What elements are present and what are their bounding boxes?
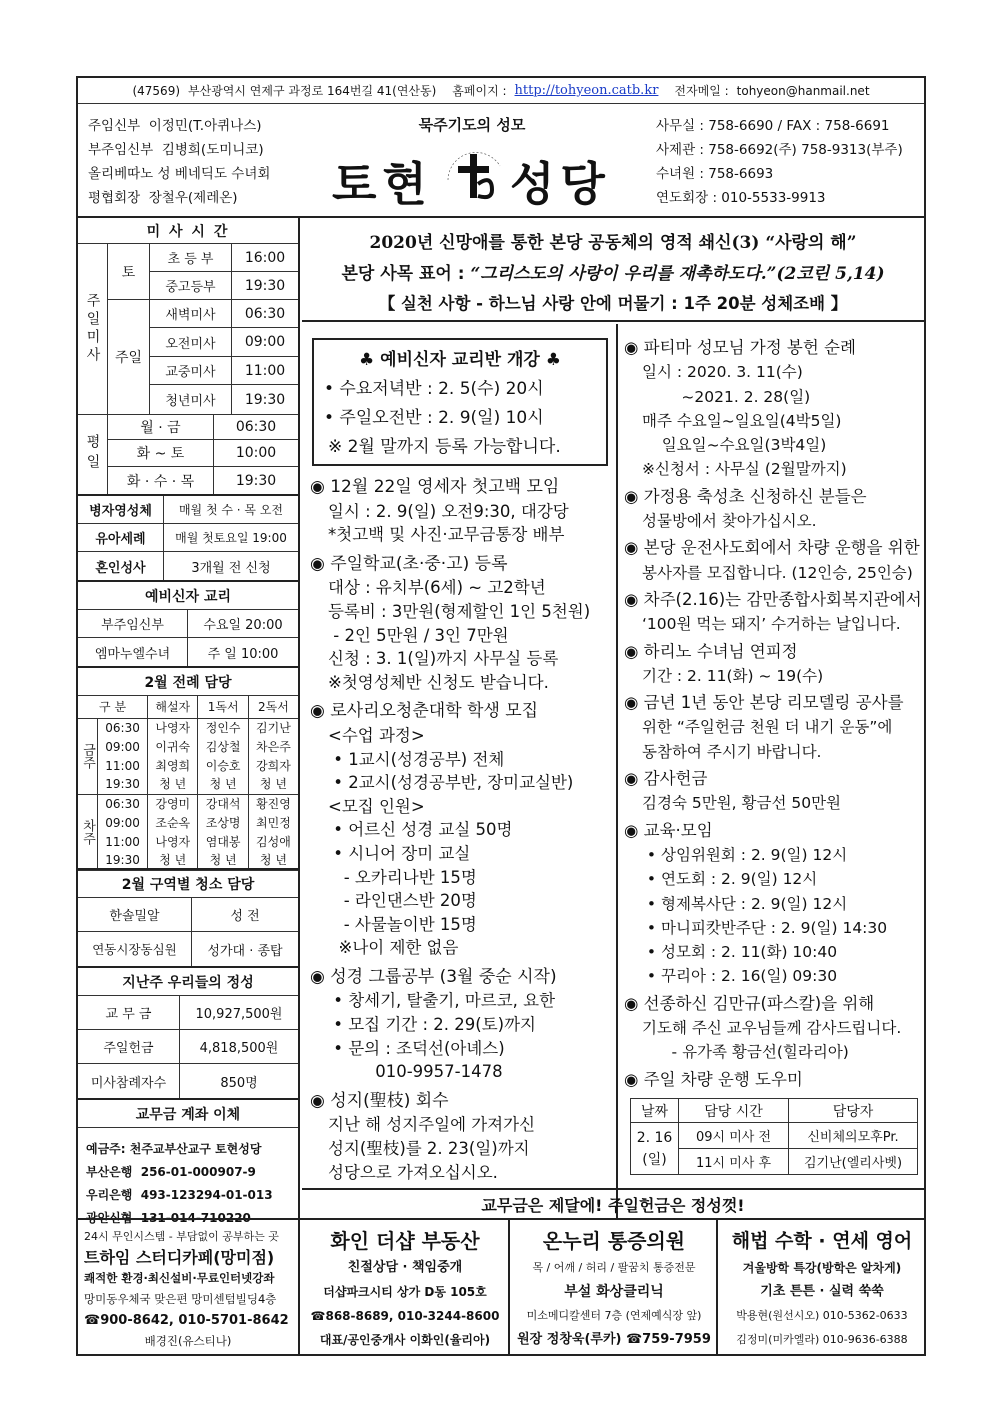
liturgy-person: 나영자 [148, 832, 198, 851]
notice-line: 매주 수요일~일요일(4박5일) [642, 411, 842, 430]
box-line: ※ 2월 말까지 등록 가능합니다. [328, 437, 561, 457]
liturgy-title: 2월 전례 담당 [78, 668, 298, 696]
notice-line: • 꾸리아 : 2. 16(일) 09:30 [642, 967, 838, 986]
notice-line: 성물방에서 찾아가십시오. [642, 512, 817, 531]
liturgy-header: 해설자 [148, 696, 198, 718]
driver-time: 11시 미사 후 [679, 1149, 789, 1175]
staff-row [88, 138, 318, 162]
email-label: 전자메일 : [674, 84, 729, 98]
liturgy-person: 청 년 [148, 851, 198, 870]
liturgy-person: 이승호 [198, 756, 248, 775]
staff-role: 주임신부 [88, 118, 141, 134]
staff-role: 올리베따노 성 베네딕도 수녀회 [88, 166, 271, 182]
sun-label: 주일 [108, 300, 150, 414]
liturgy-time: 09:00 [98, 737, 148, 756]
notice-title: ◉ 주일 차량 운행 도우미 [624, 1069, 803, 1089]
notice-block [624, 1068, 924, 1092]
cleaning-area: 한솔밀알 [78, 898, 192, 932]
catechumen-who: 부주임신부 [78, 610, 188, 638]
liturgy-person: 강영미 [148, 794, 198, 813]
bank-name: 부산은행 [86, 1165, 133, 1179]
notice-line: 신청 : 3. 1(일)까지 사무실 등록 [328, 649, 559, 669]
notice-line: • 마니피캇반주단 : 2. 9(일) 14:30 [642, 918, 888, 937]
notice-line: 봉사자를 모집합니다. (12인승, 25인승) [642, 563, 913, 582]
contact-line: 사제관 : 758-6692(주) 758-9313(부주) [656, 142, 903, 158]
catechumen-title: 예비신자 교리 [78, 582, 298, 610]
mass-title: 미 사 시 간 [78, 218, 298, 244]
liturgy-time: 19:30 [98, 851, 148, 870]
liturgy-time: 06:30 [98, 718, 148, 737]
notice-block [310, 476, 614, 547]
right-notices [624, 336, 924, 1095]
notice-title: ◉ 선종하신 김만규(파스칼)을 위해 [624, 993, 875, 1013]
ad-line: 쾌적한 환경·최신설비·무료인터넷강좌 [84, 1271, 275, 1285]
notice-line: <수업 과정> [328, 725, 425, 745]
liturgy-time: 09:00 [98, 813, 148, 832]
offering-value: 4,818,500원 [180, 1030, 298, 1064]
contact-line: 연도회장 : 010-5533-9913 [656, 190, 826, 206]
banner-line1: 2020년 신망애를 통한 본당 공동체의 영적 쇄신(3) “사랑의 해” [369, 233, 857, 253]
zip-code: (47569) [132, 83, 181, 98]
mid-column [302, 324, 618, 1218]
liturgy-person: 청 년 [198, 851, 248, 870]
service-value: 3개월 전 신청 [191, 560, 271, 576]
service-name: 혼인성사 [78, 552, 164, 580]
homepage-label: 홈페이지 : [452, 84, 507, 98]
weekday-time: 06:30 [214, 414, 298, 440]
cleaning-place: 성가대 · 종탑 [207, 943, 283, 959]
offering-name: 주일헌금 [78, 1030, 180, 1064]
liturgy-table [78, 696, 298, 871]
ad-line: 겨울방학 특강(방학은 알차게) [742, 1261, 902, 1275]
notice-line: <모집 인원> [328, 796, 425, 816]
notice-title: ◉ 교육·모임 [624, 820, 713, 840]
ad-real-estate [302, 1220, 510, 1354]
ad-line: 목 / 어깨 / 허리 / 팔꿈치 통증전문 [532, 1261, 696, 1274]
mid-notices [310, 476, 614, 1190]
driver-date: 2. 16 (일) [631, 1123, 679, 1175]
notice-line: 등록비 : 3만원(형제할인 1인 5천원) [328, 601, 591, 621]
notice-line: • 형제복사단 : 2. 9(일) 12시 [642, 894, 848, 913]
catechumen-when: 수요일 20:00 [188, 610, 298, 638]
parish-name-left: 토현 [332, 157, 433, 211]
cleaning-title: 2월 구역별 청소 담당 [78, 870, 298, 898]
notice-line: 일시 : 2020. 3. 11(수) [642, 363, 803, 382]
liturgy-person: 황진영 [248, 794, 298, 813]
driver-person: 신비체의모후Pr. [789, 1123, 918, 1149]
liturgy-person: 강희자 [248, 756, 298, 775]
staff-list [88, 114, 318, 210]
bank-holder: 예금주: 천주교부산교구 토현성당 [86, 1142, 262, 1156]
ad-study-cafe [78, 1220, 300, 1354]
liturgy-person: 김성애 [248, 832, 298, 851]
service-name: 병자영성체 [78, 496, 164, 524]
weekday-time: 19:30 [235, 472, 277, 489]
driver-person: 김기난(엘리사벳) [789, 1149, 918, 1175]
notice-block [310, 700, 614, 960]
service-value: 매월 첫토요일 19:00 [164, 524, 298, 552]
notice-line: - 사물놀이반 15명 [328, 914, 477, 934]
notice-line: 일요일~수요일(3박4일) [642, 436, 827, 455]
notice-line: • 상임위원회 : 2. 9(일) 12시 [642, 845, 848, 864]
mass-name: 새벽미사 [150, 300, 232, 328]
account-number: 131-014-710220 [140, 1211, 251, 1225]
church-logo-icon [434, 136, 514, 216]
box-line: • 수요저녁반 : 2. 5(수) 20시 [324, 379, 544, 399]
notice-line: *첫고백 및 사진·교무금통장 배부 [328, 525, 565, 545]
liturgy-time: 19:30 [98, 775, 148, 794]
mass-name: 오전미사 [150, 328, 232, 357]
notice-line: • 창세기, 탈출기, 마르코, 요한 [328, 991, 556, 1011]
parish-subtitle: 묵주기도의 성모 [418, 116, 526, 134]
notice-title: ◉ 성지(聖枝) 회수 [310, 1090, 449, 1111]
catechumen-when: 주 일 10:00 [207, 646, 279, 662]
notice-line: ※첫영성체반 신청도 받습니다. [328, 672, 549, 692]
ad-line: 24시 무인시스템 - 부담없이 공부하는 곳 [84, 1230, 279, 1243]
notice-line: 김경숙 5만원, 황금선 50만원 [642, 794, 842, 813]
notice-block [310, 553, 614, 695]
notice-line: • 성모회 : 2. 11(화) 10:40 [642, 943, 838, 962]
cleaning-place: 성 전 [192, 898, 298, 932]
notice-line: • 1교시(성경공부) 전체 [328, 749, 505, 769]
liturgy-grid [78, 696, 298, 871]
account-number: 493-123294-01-013 [140, 1188, 273, 1202]
liturgy-person: 최영희 [148, 756, 198, 775]
notice-line: • 문의 : 조덕선(아녜스) [328, 1038, 505, 1058]
liturgy-time: 11:00 [98, 756, 148, 775]
driver-time: 09시 미사 전 [679, 1123, 789, 1149]
staff-role: 부주임신부 [88, 142, 154, 158]
liturgy-person: 조상명 [198, 813, 248, 832]
notice-line: 성지(聖枝)를 2. 23(일)까지 [328, 1139, 530, 1159]
service-value: 매월 첫 수 · 목 오전 [164, 496, 298, 524]
notice-title: ◉ 주일학교(초·중·고) 등록 [310, 553, 508, 574]
notice-line: 대상 : 유치부(6세) ~ 고2학년 [328, 578, 546, 598]
notice-title: ◉ 성경 그룹공부 (3월 중순 시작) [310, 966, 557, 987]
liturgy-person: 차은주 [248, 737, 298, 756]
ad-phone: ☎868-8689, 010-3244-8600 [310, 1309, 500, 1323]
sunday-mass-label: 주일미사 [78, 244, 108, 414]
notice-line: 지난 해 성지주일에 가져가신 [328, 1115, 536, 1135]
left-sidebar [78, 218, 300, 1225]
liturgy-person: 최민정 [248, 813, 298, 832]
staff-name: 장철우(제레온) [148, 190, 238, 206]
notice-line: 동참하여 주시기 바랍니다. [642, 742, 822, 761]
ad-line: 배경진(유스티나) [144, 1334, 232, 1348]
address: 부산광역시 연제구 과정로 164번길 41(연산동) [188, 84, 437, 98]
notice-line: ※나이 제한 없음 [328, 938, 459, 958]
weekday-day: 화 ~ 토 [108, 440, 214, 467]
weekday-time: 10:00 [214, 440, 298, 467]
ad-headline: 해법 수학 · 연세 영어 [731, 1230, 913, 1252]
bulletin-page [76, 76, 926, 1356]
mass-name: 중고등부 [150, 272, 232, 300]
ad-line: 대표/공인중개사 이화인(율리아) [319, 1333, 491, 1347]
bank-account [86, 1161, 296, 1184]
liturgy-header: 1독서 [198, 696, 248, 718]
notice-line: ※신청서 : 사무실 (2월말까지) [642, 460, 847, 479]
staff-name: 이정민(T.아퀴나스) [148, 118, 262, 134]
notice-line: ~2021. 2. 28(일) [642, 387, 811, 406]
notice-line: 성당으로 가져오십시오. [328, 1162, 498, 1182]
notice-line: • 연도회 : 2. 9(일) 12시 [642, 870, 818, 889]
ad-headline: 트하임 스터디카페(망미점) [84, 1248, 275, 1267]
notice-line: • 시니어 장미 교실 [328, 843, 471, 863]
notice-title: ◉ 본당 운전사도회에서 차량 운행을 위한 [624, 538, 920, 558]
offering-value: 10,927,500원 [180, 996, 298, 1030]
liturgy-person: 이귀숙 [148, 737, 198, 756]
catechumen-who: 엠마누엘수녀 [78, 638, 188, 666]
weekday-day: 월 · 금 [108, 414, 214, 440]
notice-block [624, 536, 924, 585]
ad-line: 기초 튼튼 · 실력 쑥쑥 [760, 1284, 884, 1299]
contact-line: 사무실 : 758-6690 / FAX : 758-6691 [656, 118, 890, 134]
ad-clinic [512, 1220, 718, 1354]
liturgy-time: 11:00 [98, 832, 148, 851]
mass-time: 11:00 [232, 357, 298, 385]
notice-title: ◉ 하리노 수녀님 연피정 [624, 641, 798, 661]
mass-name: 청년미사 [150, 385, 232, 414]
staff-role: 평협회장 [88, 190, 141, 206]
notice-line: ‘100원 먹는 돼지’ 수거하는 날입니다. [642, 615, 901, 634]
mass-time: 06:30 [232, 300, 298, 328]
liturgy-person: 나영자 [148, 718, 198, 737]
mass-name: 교중미사 [150, 357, 232, 385]
ad-line: 더샵파크시티 상가 D동 105호 [323, 1285, 487, 1299]
contact-line: 수녀원 : 758-6693 [656, 166, 774, 182]
liturgy-person: 청 년 [148, 775, 198, 794]
liturgy-person: 김상철 [198, 737, 248, 756]
notice-block [310, 966, 614, 1084]
contact-list [656, 114, 922, 210]
liturgy-person: 조순옥 [148, 813, 198, 832]
liturgy-person: 염대봉 [198, 832, 248, 851]
staff-row [88, 114, 318, 138]
ad-headline: 온누리 통증의원 [542, 1229, 686, 1253]
driver-header: 담당자 [789, 1099, 918, 1123]
banner-line2 [302, 259, 924, 284]
offering-title: 지난주 우리들의 정성 [78, 968, 298, 996]
ad-line: 친절상담 · 책임중개 [347, 1260, 463, 1275]
right-column [620, 324, 924, 1218]
staff-name: 김병희(도미니코) [161, 142, 264, 158]
liturgy-person: 정인수 [198, 718, 248, 737]
notice-block [624, 691, 924, 764]
ad-academy [720, 1220, 924, 1354]
notice-block [624, 588, 924, 637]
ad-phone: 박용현(원선시오) 010-5362-0633 [736, 1309, 908, 1322]
weekday-label: 평일 [78, 414, 108, 494]
notice-line: - 오카리나반 15명 [328, 867, 477, 887]
driver-table [630, 1098, 918, 1175]
account-number: 256-01-000907-9 [140, 1165, 256, 1179]
banner-line3: 【 실천 사항 - 하느님 사랑 안에 머물기 : 1주 20분 성체조배 】 [378, 294, 848, 313]
bank-account [86, 1184, 296, 1207]
address-bar [78, 78, 924, 104]
liturgy-person: 청 년 [248, 775, 298, 794]
ad-line: 망미동우체국 맞은편 망미센텀빌딩4층 [84, 1292, 277, 1306]
notice-line: 기도해 주신 교우님들께 감사드립니다. [642, 1019, 902, 1038]
notice-title: ◉ 차주(2.16)는 감만종합사회복지관에서 [624, 589, 922, 609]
ad-phone: 김정미(미카엘라) 010-9636-6388 [736, 1333, 908, 1346]
banner-motto: “그리스도의 사랑이 우리를 재촉하도다.”(2코린 5,14) [470, 264, 885, 284]
notice-line: - 2인 5만원 / 3인 7만원 [328, 625, 509, 645]
mass-time: 19:30 [244, 391, 286, 408]
notice-block [624, 640, 924, 689]
banner-motto-label: 본당 사목 표어 : [341, 264, 465, 284]
notice-line: • 2교시(성경공부반, 장미교실반) [328, 773, 574, 793]
liturgy-week-label: 차주 [78, 794, 98, 870]
notice-title: ◉ 감사헌금 [624, 769, 708, 789]
email: tohyeon@hanmail.net [736, 83, 870, 98]
notice-title: ◉ 파티마 성모님 가정 봉헌 순례 [624, 338, 856, 357]
cleaning-area: 연동시장동심원 [78, 932, 192, 966]
slogan: 교무금은 제달에! 주일헌금은 정성껏! [302, 1188, 924, 1218]
driver-header: 날짜 [631, 1099, 679, 1123]
bank-details [86, 1138, 296, 1230]
driver-header: 담당 시간 [679, 1099, 789, 1123]
mass-time: 19:30 [232, 272, 298, 300]
ad-line: 부설 화상클리닉 [564, 1284, 664, 1300]
notice-title: ◉ 금년 1년 동안 본당 리모델링 공사를 [624, 693, 904, 713]
catechumen-box [312, 338, 608, 466]
notice-block [624, 819, 924, 989]
offering-name: 미사참례자수 [78, 1064, 180, 1098]
offering-value: 850명 [220, 1075, 258, 1091]
notice-line: • 모집 기간 : 2. 29(토)까지 [328, 1015, 536, 1035]
service-name: 유아세례 [78, 524, 164, 552]
ad-phone: ☎900-8642, 010-5701-8642 [84, 1313, 289, 1328]
sat-label: 토 [108, 244, 150, 300]
notice-line: - 라인댄스반 20명 [328, 891, 477, 911]
liturgy-person: 청 년 [248, 851, 298, 870]
notice-line: 일시 : 2. 9(일) 오전9:30, 대강당 [328, 501, 569, 521]
staff-row [88, 162, 318, 186]
mass-time: 09:00 [232, 328, 298, 357]
theme-banner [302, 218, 924, 322]
bank-name: 광안신협 [86, 1211, 133, 1225]
liturgy-person: 강대석 [198, 794, 248, 813]
notice-line: 위한 “주일헌금 천원 더 내기 운동”에 [642, 718, 893, 737]
notice-title: ◉ 가정용 축성초 신청하신 분들은 [624, 486, 867, 506]
box-line: • 주일오전반 : 2. 9(일) 10시 [324, 408, 544, 428]
bank-title: 교무금 계좌 이체 [78, 1100, 298, 1128]
ad-line: 미소메디칼센터 7층 (연제예식장 앞) [526, 1309, 702, 1322]
notice-line: 기간 : 2. 11(화) ~ 19(수) [642, 666, 824, 685]
liturgy-person: 청 년 [198, 775, 248, 794]
notice-line: 010-9957-1478 [328, 1062, 503, 1082]
ad-phone: 원장 정창욱(루카) ☎759-7959 [517, 1332, 711, 1347]
liturgy-person: 김기난 [248, 718, 298, 737]
mass-name: 초 등 부 [150, 244, 232, 272]
notice-title: ◉ 로사리오청춘대학 학생 모집 [310, 701, 539, 722]
notice-block [624, 992, 924, 1065]
notice-block [624, 485, 924, 534]
liturgy-week-label: 금주 [78, 718, 98, 794]
notice-title: ◉ 12월 22일 영세자 첫고백 모임 [310, 477, 560, 497]
liturgy-header: 구 분 [78, 696, 148, 718]
ad-headline: 화인 더샵 부동산 [330, 1229, 480, 1253]
homepage-link[interactable]: http://tohyeon.catb.kr [514, 83, 659, 98]
liturgy-header: 2독서 [248, 696, 298, 718]
notice-line: - 유가족 황금선(힐라리아) [642, 1043, 849, 1062]
staff-row [88, 186, 318, 210]
parish-name-right: 성당 [510, 157, 611, 211]
mass-time: 16:00 [232, 244, 298, 272]
notice-block [310, 1090, 614, 1184]
parish-logo [434, 136, 514, 216]
notice-block [624, 336, 924, 482]
notice-line: • 어르신 성경 교실 50명 [328, 820, 513, 840]
weekday-day: 화 · 수 · 목 [108, 467, 214, 494]
bank-name: 우리은행 [86, 1188, 133, 1202]
notice-block [624, 767, 924, 816]
liturgy-time: 06:30 [98, 794, 148, 813]
box-title: ♣ 예비신자 교리반 개강 ♣ [359, 350, 561, 370]
offering-name: 교 무 금 [78, 996, 180, 1030]
